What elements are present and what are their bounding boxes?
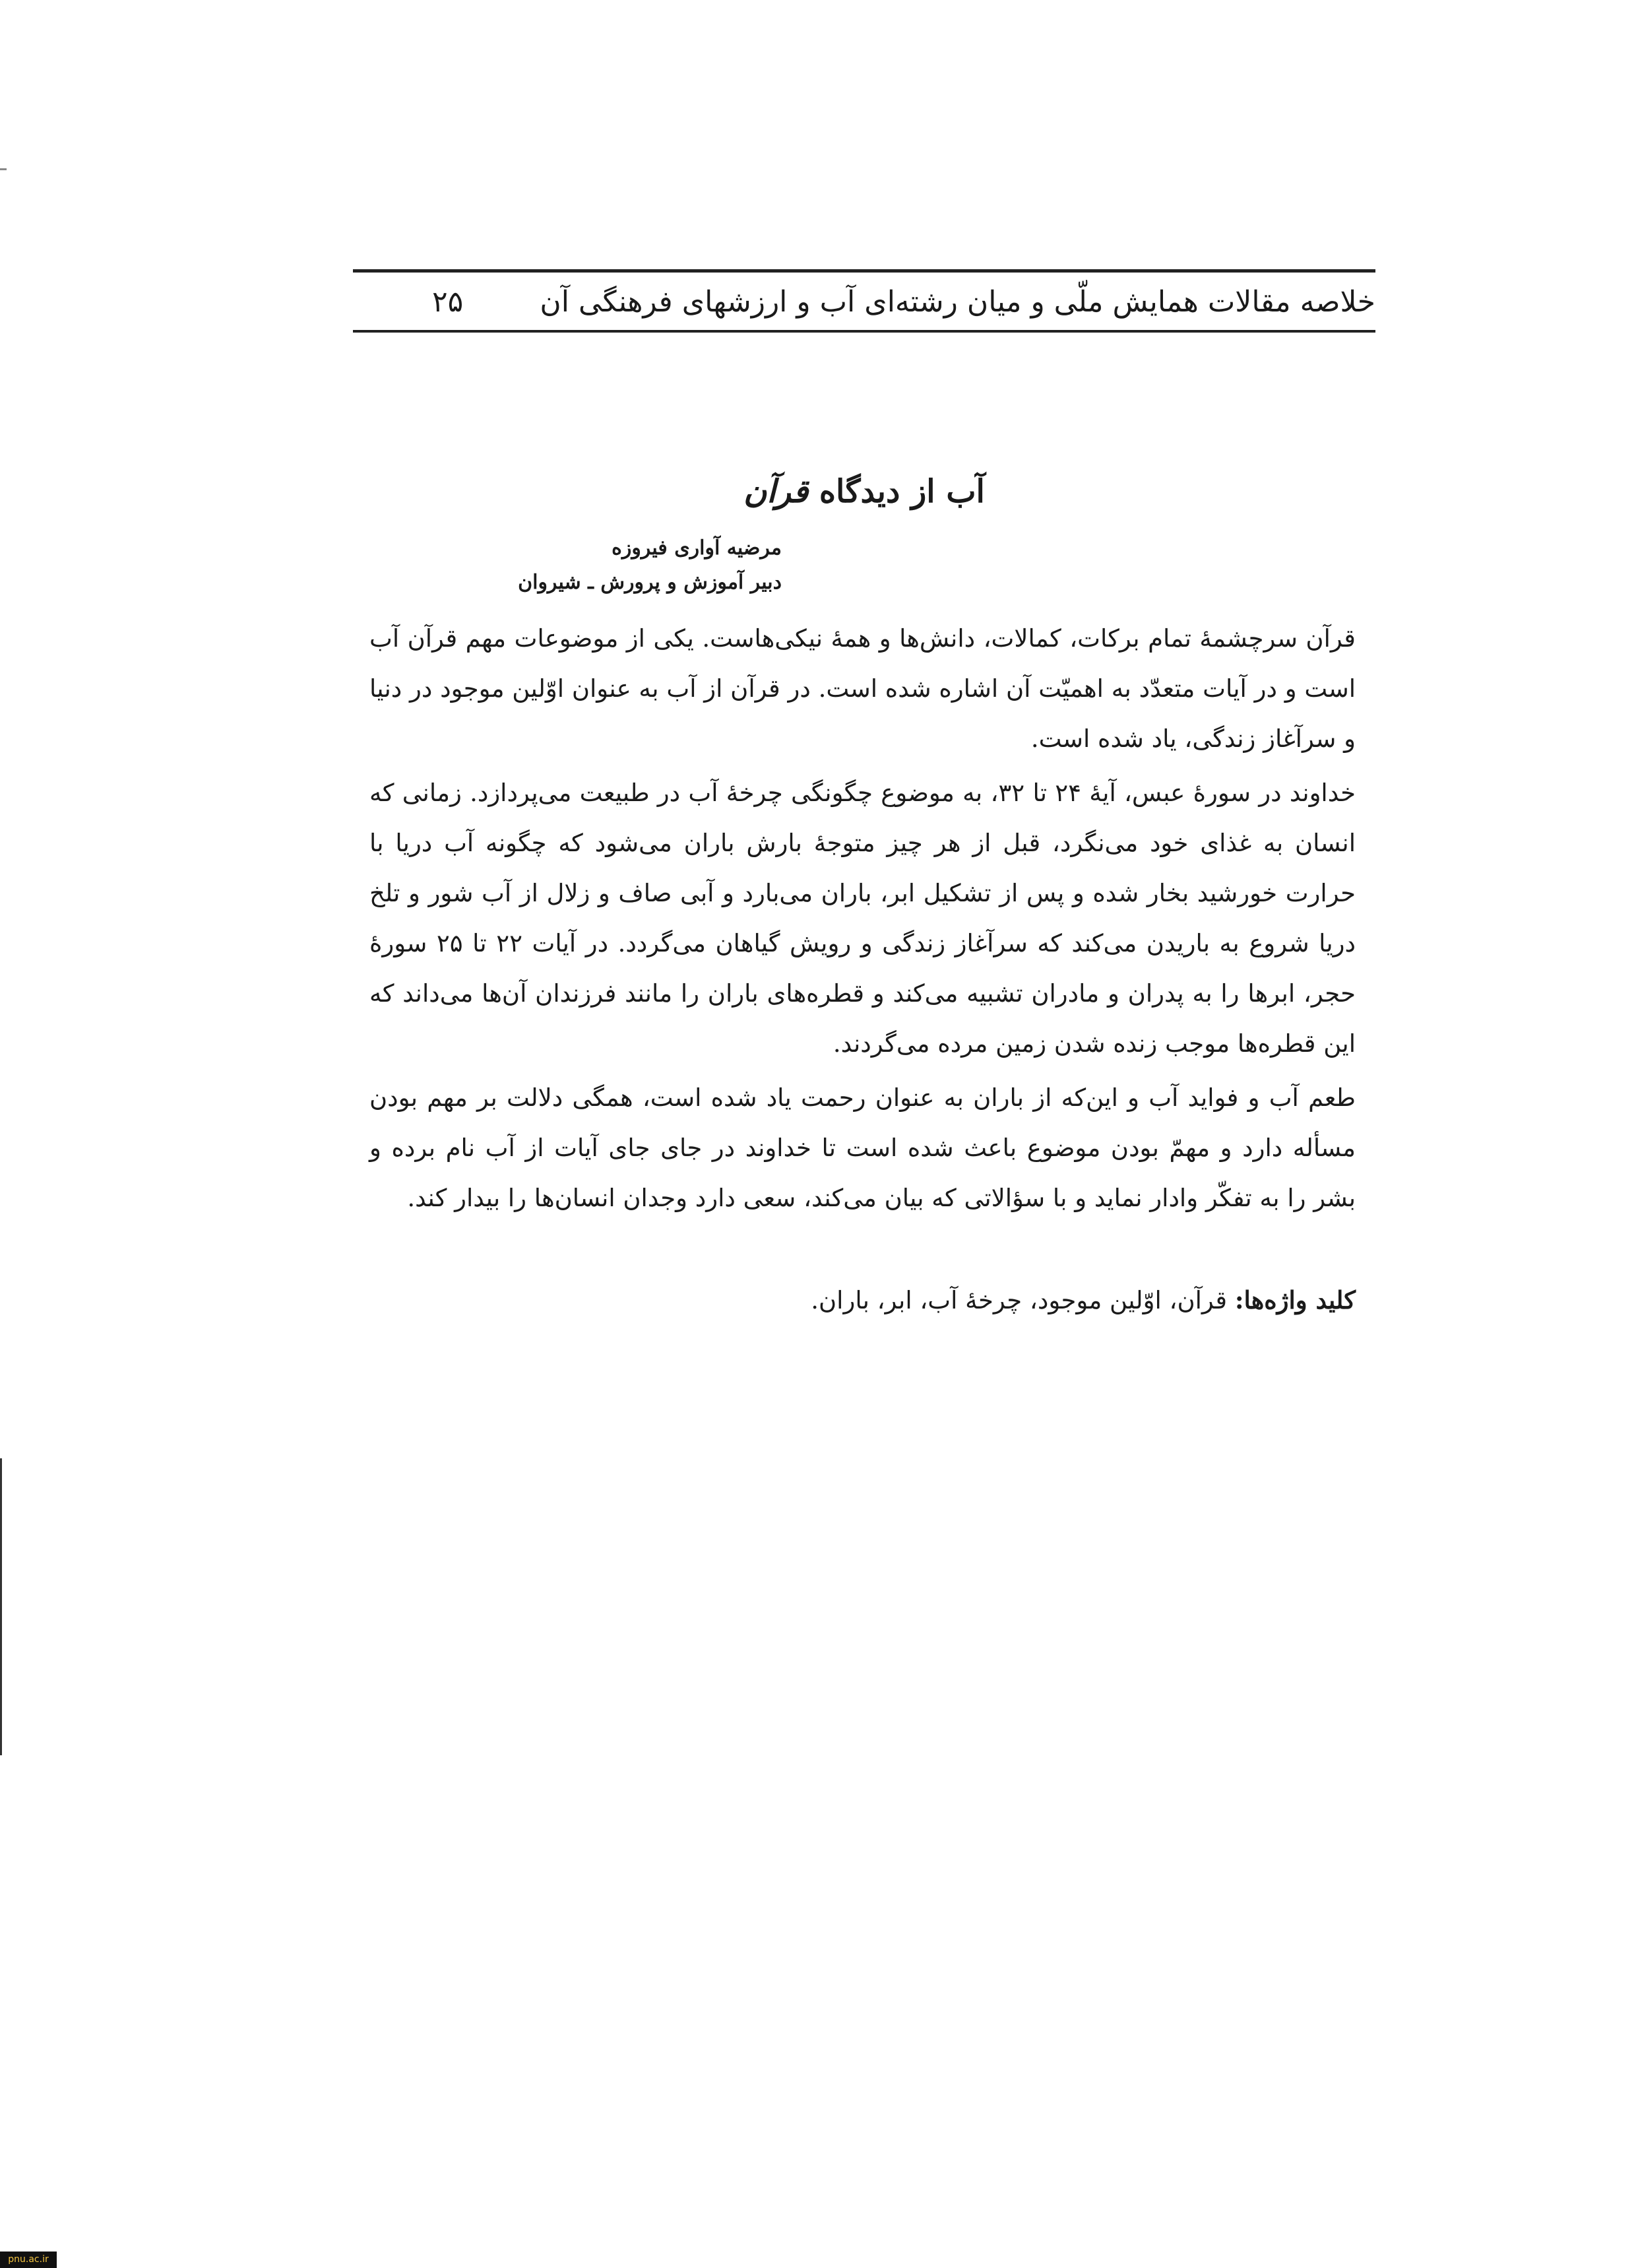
keywords-text: قرآن، اوّلین موجود، چرخهٔ آب، ابر، باران. bbox=[811, 1286, 1228, 1314]
scan-binding-edge bbox=[0, 1458, 2, 1755]
article-title bbox=[353, 469, 1375, 515]
abstract-body bbox=[369, 614, 1356, 1227]
running-header-title: خلاصه مقالات همایش ملّی و میان رشته‌ای آب و ارزشهای فرهنگی آن bbox=[540, 285, 1375, 319]
footer-badge: pnu.ac.ir bbox=[0, 2252, 57, 2268]
author-name: مرضیه آواری فیروزه bbox=[612, 536, 782, 560]
abstract-paragraph-1: قرآن سرچشمهٔ تمام برکات، کمالات، دانش‌ها و همهٔ نیکی‌هاست. یکی از موضوعات مهم قرآن آب است و در آیات متعدّد به اهمیّت آن اشاره شده است. در قرآن از آب به عنوان اوّلین موجود در دنیا و سرآغاز زندگی، یاد شده است. bbox=[369, 624, 1356, 753]
keywords-line bbox=[369, 1277, 1356, 1324]
abstract-paragraph-2: خداوند در سورهٔ عبس، آیهٔ ۲۴ تا ۳۲، به موضوع چگونگی چرخهٔ آب در طبیعت می‌پردازد. زمانی که انسان به غذای خود می‌نگرد، قبل از هر چیز متوجهٔ بارش باران می‌شود که چگونه آب دریا با حرارت خورشید بخار شده و پس از تشکیل ابر، باران می‌بارد و آبی صاف و زلال از آب شور و تلخ دریا شروع به باریدن می‌کند که سرآغاز زندگی و رویش گیاهان می‌گردد. در آیات ۲۲ تا ۲۵ سورهٔ حجر، ابرها را به پدران و مادران تشبیه می‌کند و قطره‌های باران را مانند فرزندان آن‌ها می‌داند که این قطره‌ها موجب زنده شدن زمین مرده می‌گردند. bbox=[369, 779, 1356, 1058]
page-number: ۲۵ bbox=[432, 285, 464, 319]
article-title-prefix: آب از دیدگاه bbox=[808, 473, 985, 510]
keywords-label: کلید واژه‌ها: bbox=[1234, 1285, 1356, 1314]
abstract-paragraph-3: طعم آب و فواید آب و این‌که از باران به عنوان رحمت یاد شده است، همگی دلالت بر مهم بودن مسأله دارد و مهمّ بودن موضوع باعث شده است تا خداوند در جای جای آیات از آب نام برده و بشر را به تفکّر وادار نماید و با سؤالاتی که بیان می‌کند، سعی دارد وجدان انسان‌ها را بیدار کند. bbox=[369, 1084, 1356, 1212]
header-rule-bottom bbox=[353, 330, 1375, 333]
author-block bbox=[386, 531, 782, 600]
scan-edge-mark bbox=[0, 168, 7, 170]
author-affiliation: دبیر آموزش و پرورش ـ شیروان bbox=[518, 571, 782, 594]
article-title-italic: قرآن bbox=[743, 473, 809, 510]
running-header bbox=[353, 271, 1375, 337]
